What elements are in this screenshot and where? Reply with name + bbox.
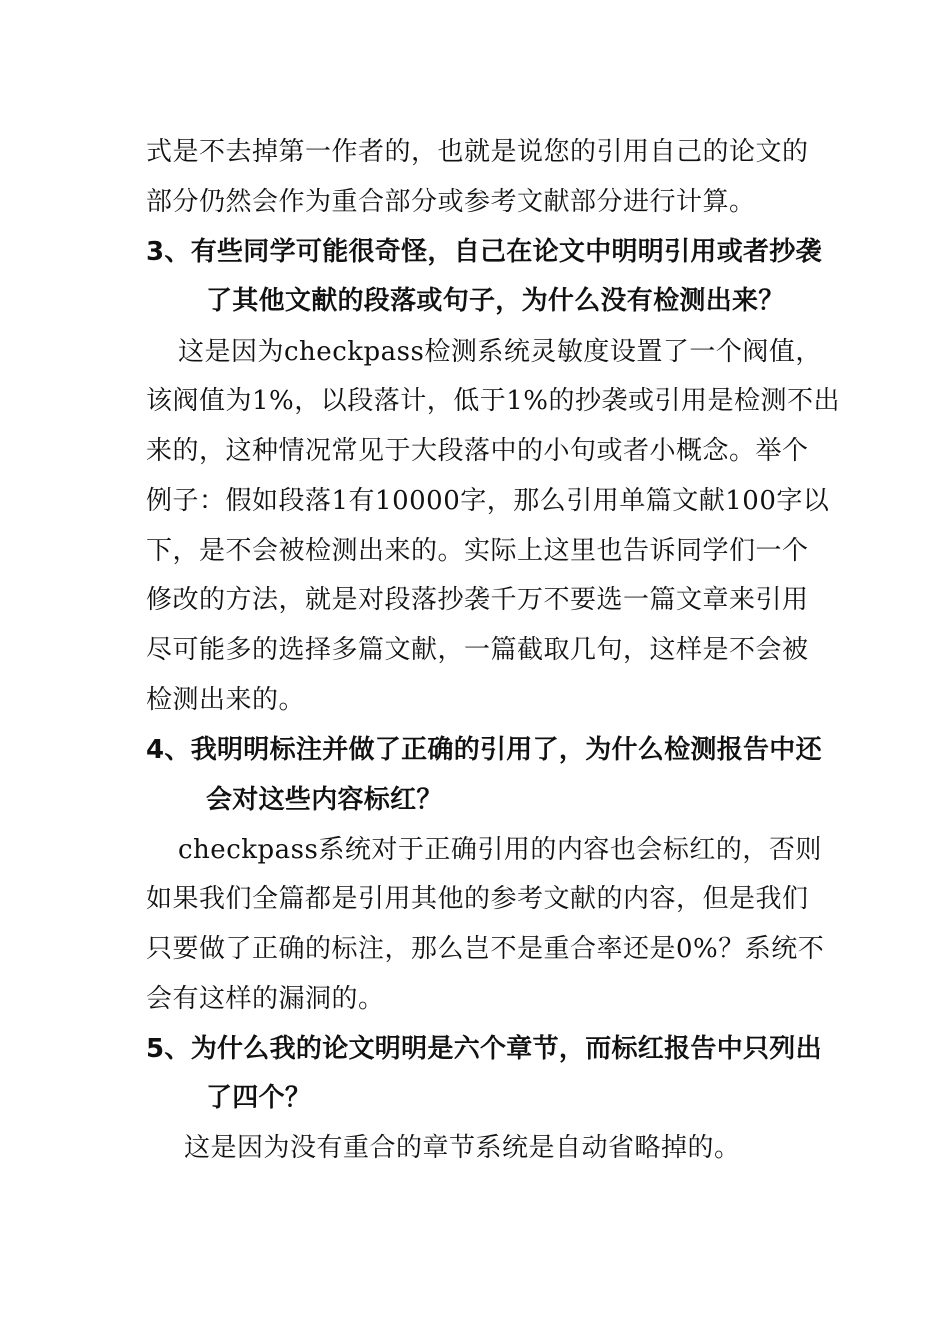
question-3-heading-line-2: 了其他文献的段落或句子，为什么没有检测出来？ bbox=[206, 286, 785, 316]
intro-line-1: 式是不去掉第一作者的，也就是说您的引用自己的论文的 bbox=[146, 137, 809, 167]
question-4-body-line-4: 会有这样的漏洞的。 bbox=[146, 984, 385, 1014]
question-4-body-line-3: 只要做了正确的标注，那么岂不是重合率还是0%？系统不 bbox=[146, 934, 825, 964]
question-4-heading-line-1: 4、我明明标注并做了正确的引用了，为什么检测报告中还 bbox=[146, 735, 822, 765]
intro-line-2: 部分仍然会作为重合部分或参考文献部分进行计算。 bbox=[146, 187, 756, 217]
question-3-body-line-6: 修改的方法，就是对段落抄袭千万不要选一篇文章来引用 bbox=[146, 585, 809, 615]
question-3-body-line-3: 来的，这种情况常见于大段落中的小句或者小概念。举个 bbox=[146, 436, 809, 466]
question-5-heading-line-1: 5、为什么我的论文明明是六个章节，而标红报告中只列出 bbox=[146, 1034, 822, 1064]
question-3-body-line-8: 检测出来的。 bbox=[146, 685, 306, 715]
question-4-heading-line-2: 会对这些内容标红？ bbox=[206, 785, 443, 815]
question-3-body-line-2: 该阀值为1%，以段落计，低于1%的抄袭或引用是检测不出 bbox=[146, 386, 840, 416]
question-4-body-line-2: 如果我们全篇都是引用其他的参考文献的内容，但是我们 bbox=[146, 884, 809, 914]
question-3-body-line-5: 下，是不会被检测出来的。实际上这里也告诉同学们一个 bbox=[146, 536, 809, 566]
question-3-body-line-4: 例子：假如段落1有10000字，那么引用单篇文献100字以 bbox=[146, 486, 830, 516]
question-4-body-line-1: checkpass系统对于正确引用的内容也会标红的，否则 bbox=[178, 835, 822, 865]
question-5-heading-line-2: 了四个？ bbox=[206, 1083, 312, 1113]
question-5-body-line-1: 这是因为没有重合的章节系统是自动省略掉的。 bbox=[184, 1133, 741, 1163]
question-3-body-line-1: 这是因为checkpass检测系统灵敏度设置了一个阀值， bbox=[178, 337, 822, 367]
question-3-heading-line-1: 3、有些同学可能很奇怪，自己在论文中明明引用或者抄袭 bbox=[146, 237, 822, 267]
question-3-body-line-7: 尽可能多的选择多篇文献，一篇截取几句，这样是不会被 bbox=[146, 635, 809, 665]
